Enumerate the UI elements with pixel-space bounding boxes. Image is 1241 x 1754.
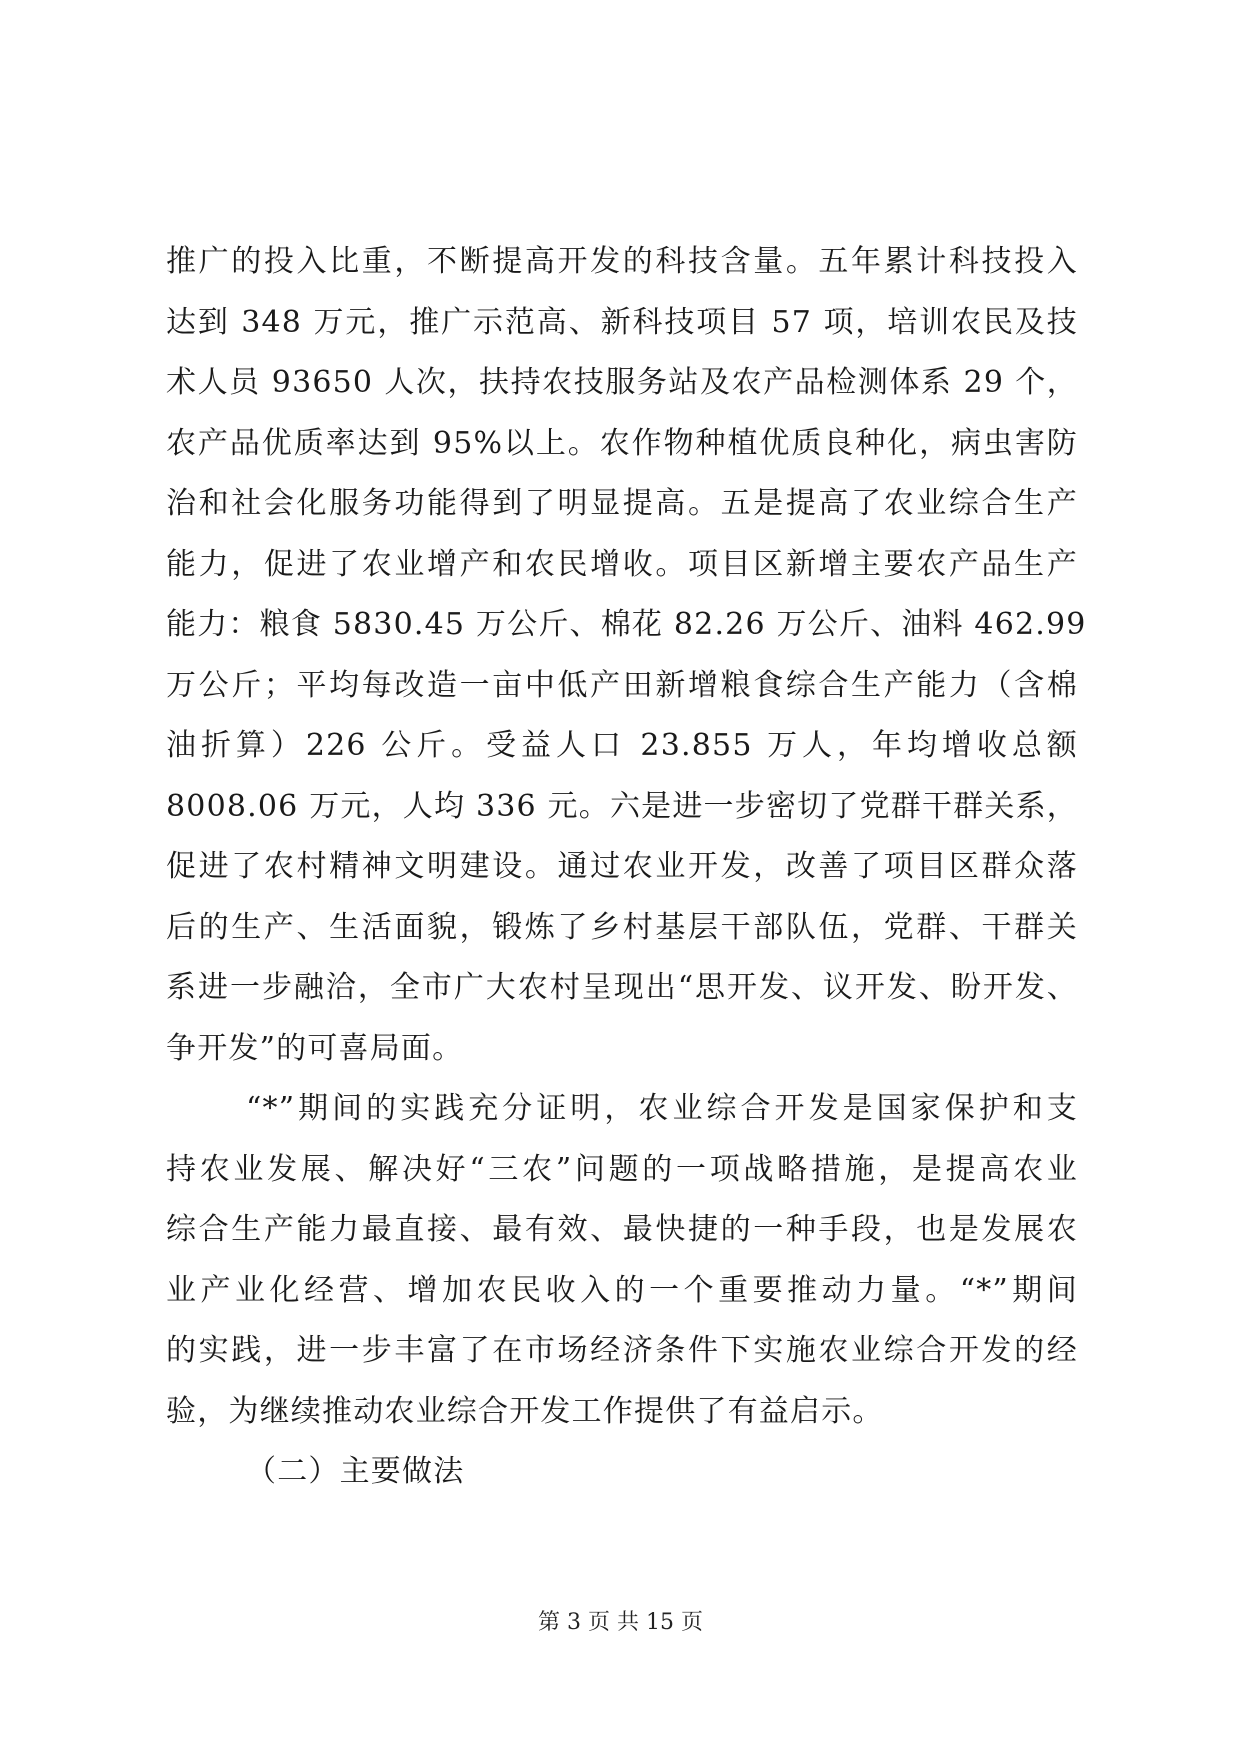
heading-text: （二）主要做法 [246, 1454, 465, 1489]
paragraph [166, 1079, 1078, 1442]
text-line: 治和社会化服务功能得到了明显提高。五是提高了农业综合生产 [166, 486, 1078, 521]
text-line: 的实践，进一步丰富了在市场经济条件下实施农业综合开发的经 [166, 1333, 1078, 1368]
text-line: 能力，促进了农业增产和农民增收。项目区新增主要农产品生产 [166, 546, 1078, 582]
paragraph [166, 232, 1087, 1079]
text-line: 油折算）226 公斤。受益人口 23.855 万人，年均增收总额 [166, 728, 1078, 763]
text-line: 验，为继续推动农业综合开发工作提供了有益启示。 [166, 1393, 884, 1429]
text-line: 8008.06 万元，人均 336 元。六是进一步密切了党群干群关系， [166, 788, 1078, 824]
text-line: 推广的投入比重，不断提高开发的科技含量。五年累计科技投入 [166, 244, 1078, 279]
text-line: 达到 348 万元，推广示范高、新科技项目 57 项，培训农民及技 [166, 304, 1078, 340]
text-line: “*”期间的实践充分证明，农业综合开发是国家保护和支 [246, 1091, 1078, 1126]
section-heading [166, 1442, 1078, 1503]
text-line: 后的生产、生活面貌，锻炼了乡村基层干部队伍，党群、干群关 [166, 909, 1078, 945]
text-line: 术人员 93650 人次，扶持农技服务站及农产品检测体系 29 个， [166, 365, 1078, 400]
page-footer: 第 3 页 共 15 页 [538, 1610, 703, 1635]
text-line: 综合生产能力最直接、最有效、最快捷的一种手段，也是发展农 [166, 1212, 1078, 1247]
text-line: 能力：粮食 5830.45 万公斤、棉花 82.26 万公斤、油料 462.99 [166, 607, 1087, 642]
text-line: 万公斤；平均每改造一亩中低产田新增粮食综合生产能力（含棉 [166, 667, 1078, 703]
text-line: 系进一步融洽，全市广大农村呈现出“思开发、议开发、盼开发、 [166, 970, 1078, 1005]
text-line: 业产业化经营、增加农民收入的一个重要推动力量。“*”期间 [166, 1272, 1078, 1308]
text-line: 持农业发展、解决好“三农”问题的一项战略措施，是提高农业 [166, 1151, 1078, 1187]
text-line: 促进了农村精神文明建设。通过农业开发，改善了项目区群众落 [166, 849, 1078, 884]
body-text [166, 232, 1087, 1503]
text-line: 农产品优质率达到 95%以上。农作物种植优质良种化，病虫害防 [166, 425, 1078, 461]
text-line: 争开发”的可喜局面。 [166, 1030, 464, 1066]
